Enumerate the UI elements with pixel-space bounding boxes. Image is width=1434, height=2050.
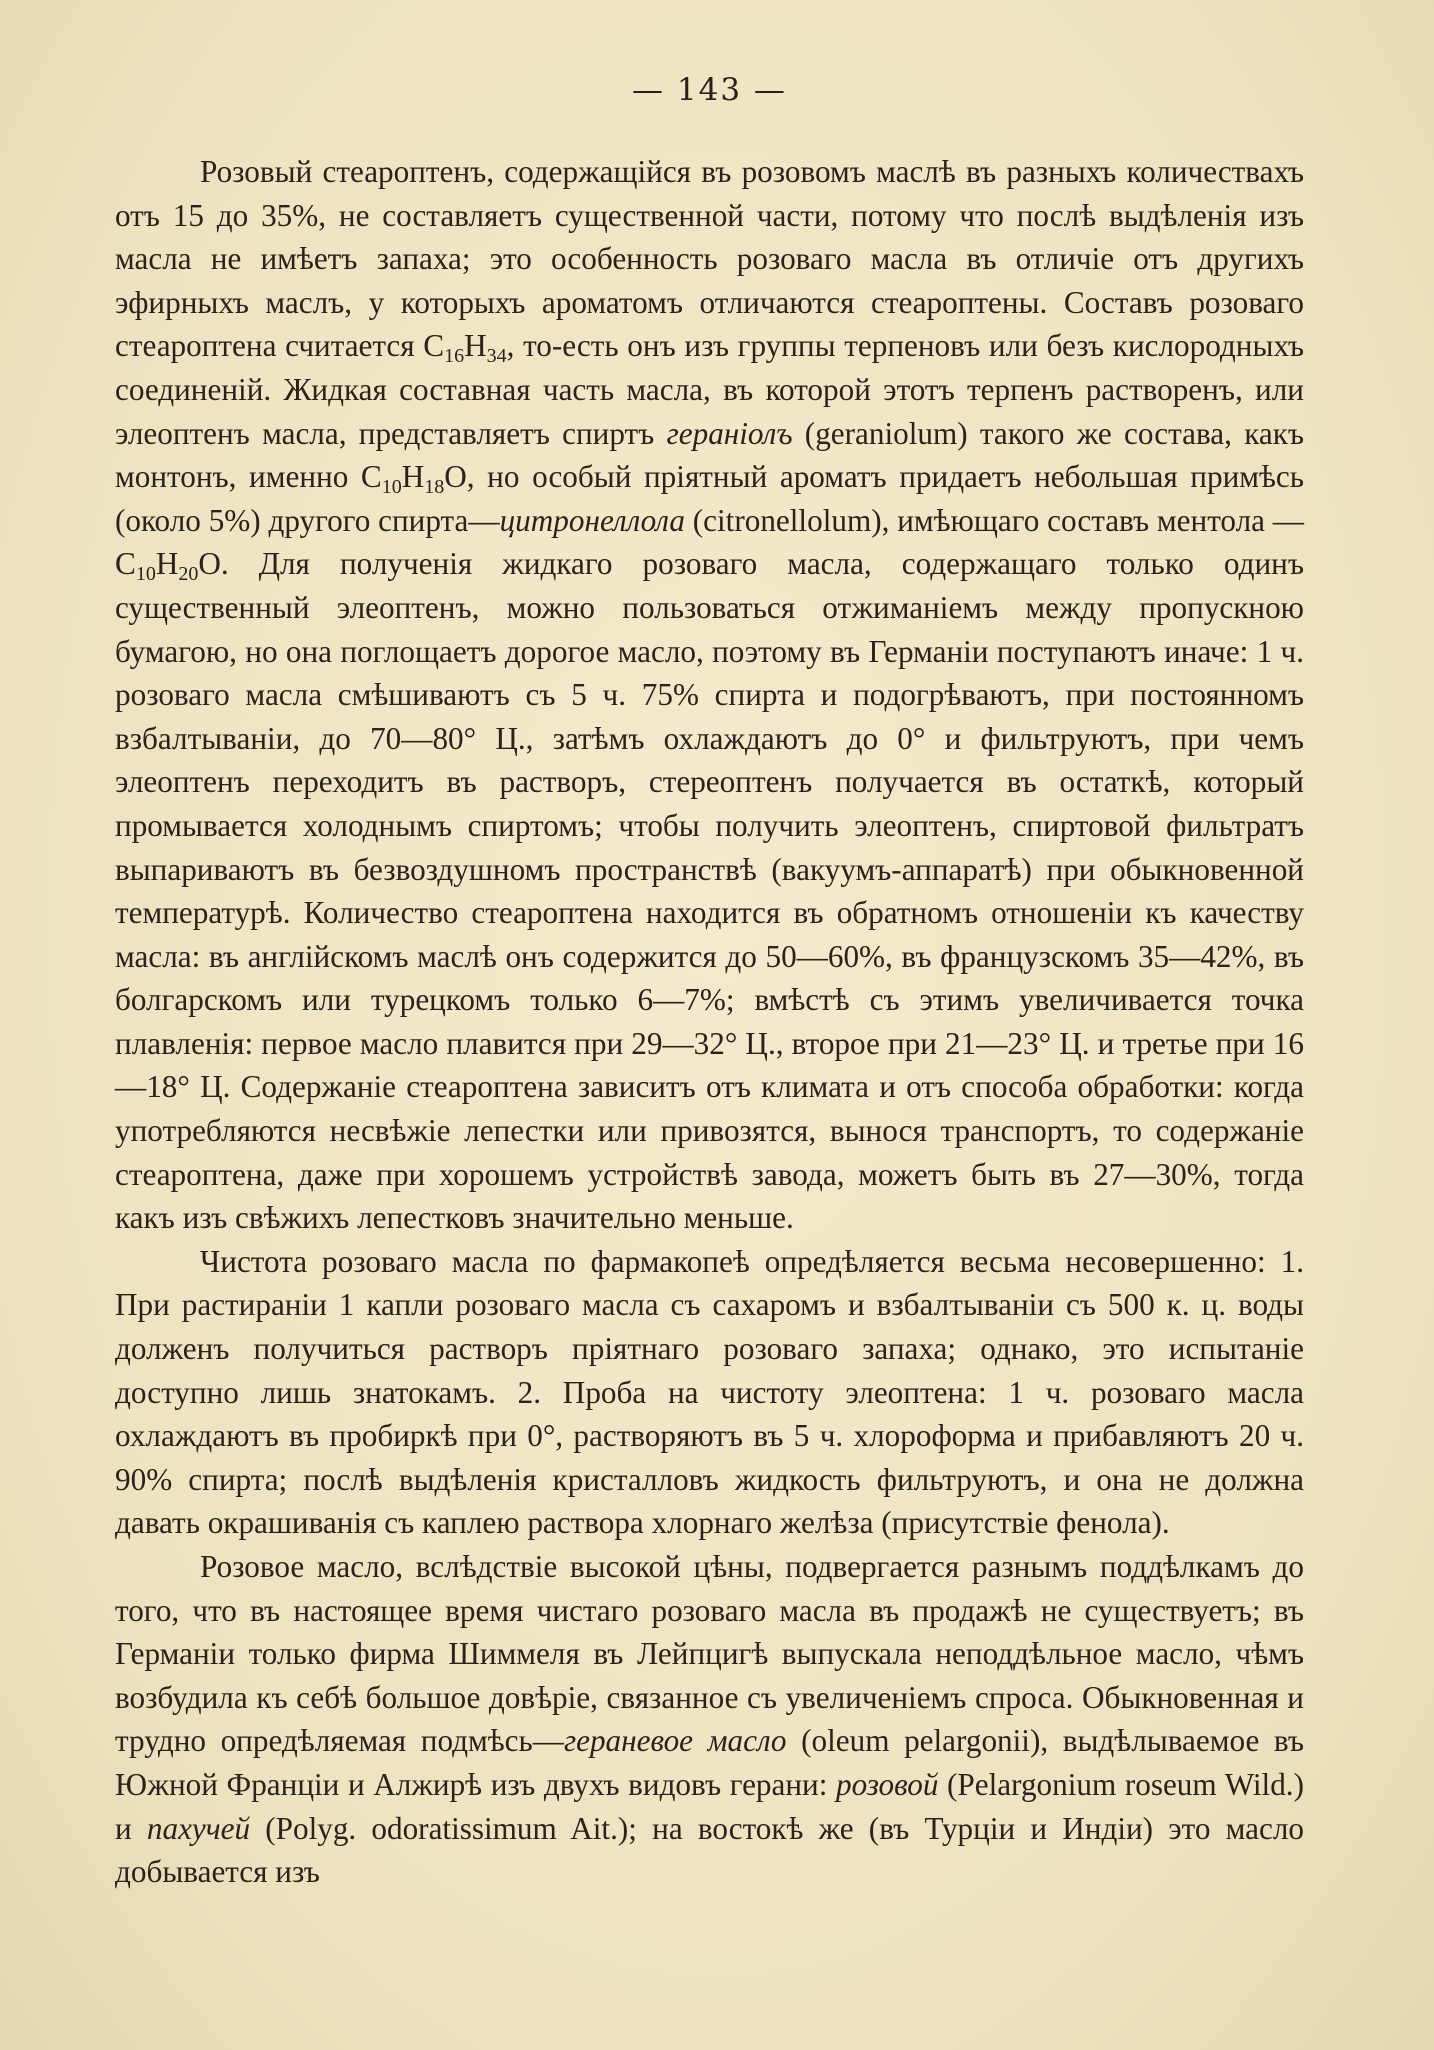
page-number: — 143 — xyxy=(632,72,787,108)
subscript: 18 xyxy=(424,476,445,499)
subscript: 10 xyxy=(135,563,156,586)
text-run: Розовое масло, вслѣдствіе высокой цѣны, подвергается разнымъ поддѣлкамъ до того, что въ настоящее время чистаго розоваго масла въ продажѣ не существуетъ; въ Германіи только фирма Шиммеля въ Лейпцигѣ выпускала неподдѣльное масло, чѣмъ возбудила къ себѣ большое довѣріе, связанное съ увеличеніемъ спроса. Обыкновенная и трудно опредѣляемая подмѣсь— xyxy=(115,1549,1304,1759)
subscript: 10 xyxy=(381,476,402,499)
text-run: , то-есть онъ изъ группы терпеновъ или безъ кислородныхъ соединеній. Жидкая составная часть масла, въ которой этотъ терпенъ растворенъ, или элеоптенъ масла, представляетъ спиртъ xyxy=(115,328,1304,451)
text-run: Чистота розоваго масла по фармакопеѣ опредѣляется весьма несовершенно: 1. При растираніи 1 капли розоваго масла съ сахаромъ и взбалтываніи съ 500 к. ц. воды долженъ получиться растворъ пріятнаго розоваго запаха; однако, это испытаніе доступно лишь знатокамъ. 2. Проба на чистоту элеоптена: 1 ч. розоваго масла охлаждаютъ въ пробиркѣ при 0°, растворяютъ въ 5 ч. хлороформа и прибавляютъ 20 ч. 90% спирта; послѣ выдѣленія кристалловъ жидкость фильтруютъ, и она не должна давать окрашиванія съ каплею раствора хлорнаго желѣза (присутствіе фенола). xyxy=(115,1243,1304,1541)
paragraph xyxy=(115,150,1304,1240)
text-run: H xyxy=(155,546,179,582)
subscript: 16 xyxy=(444,345,465,368)
text-run: (citronellolum), имѣющаго составъ ментола — C xyxy=(115,502,1304,582)
paragraph xyxy=(115,1240,1304,1545)
text-run: H xyxy=(464,328,487,364)
italic-term: цитронеллола xyxy=(499,502,685,538)
body-text xyxy=(115,150,1304,1894)
paragraph xyxy=(115,1545,1304,1894)
italic-term: розовой xyxy=(836,1766,939,1802)
text-run: (Polyg. odoratissimum Ait.); на востокѣ же (въ Турціи и Индіи) это масло добывается изъ xyxy=(115,1810,1304,1890)
text-run: O, но особый пріятный ароматъ придаетъ небольшая примѣсь (около 5%) другого спирта— xyxy=(115,459,1304,538)
text-run: H xyxy=(401,459,425,495)
text-run: (geraniolum) такого же состава, какъ монтонъ, именно C xyxy=(115,415,1304,495)
text-run: (Pelargonium roseum Wild.) и xyxy=(115,1766,1304,1846)
italic-term: гераніолъ xyxy=(666,415,793,451)
subscript: 34 xyxy=(486,345,507,368)
subscript: 20 xyxy=(178,563,199,586)
italic-term: пахучей xyxy=(146,1810,251,1846)
text-run: Розовый стеароптенъ, содержащійся въ розовомъ маслѣ въ разныхъ количествахъ отъ 15 до 35%, не составляетъ существенной части, потому что послѣ выдѣленія изъ масла не имѣетъ запаха; это особенность розоваго масла въ отличіе отъ другихъ эфирныхъ маслъ, у которыхъ ароматомъ отличаются стеароптены. Составъ розоваго стеароптена считается C xyxy=(115,154,1304,364)
italic-term: гераневое масло xyxy=(563,1723,787,1759)
text-run: O. Для полученія жидкаго розоваго масла, содержащаго только одинъ существенный элеоптенъ, можно пользоваться отжиманіемъ между пропускною бумагою, но она поглощаетъ дорогое масло, поэтому въ Германіи поступаютъ иначе: 1 ч. розоваго масла смѣшиваютъ съ 5 ч. 75% спирта и подогрѣваютъ, при постоянномъ взбалтываніи, до 70—80° Ц., затѣмъ охлаждаютъ до 0° и фильтруютъ, при чемъ элеоптенъ переходитъ въ растворъ, стереоптенъ получается въ остаткѣ, который промывается холоднымъ спиртомъ; чтобы получить элеоптенъ, спиртовой фильтратъ выпариваютъ въ безвоздушномъ пространствѣ (вакуумъ-аппаратѣ) при обыкновенной температурѣ. Количество стеароптена находится въ обратномъ отношеніи къ качеству масла: въ англійскомъ маслѣ онъ содержится до 50—60%, въ французскомъ 35—42%, въ болгарскомъ или турецкомъ только 6—7%; вмѣстѣ съ этимъ увеличивается точка плавленія: первое масло плавится при 29—32° Ц., второе при 21—23° Ц. и третье при 16—18° Ц. Содержаніе стеароптена зависитъ отъ климата и отъ способа обработки: когда употребляются несвѣжіе лепестки или привозятся, вынося транспортъ, то содержаніе стеароптена, даже при хорошемъ устройствѣ завода, можетъ быть въ 27—30%, тогда какъ изъ свѣжихъ лепестковъ значительно меньше. xyxy=(115,546,1304,1236)
text-run: (oleum pelargonii), выдѣлываемое въ Южной Франціи и Алжирѣ изъ двухъ видовъ герани: xyxy=(115,1723,1304,1802)
